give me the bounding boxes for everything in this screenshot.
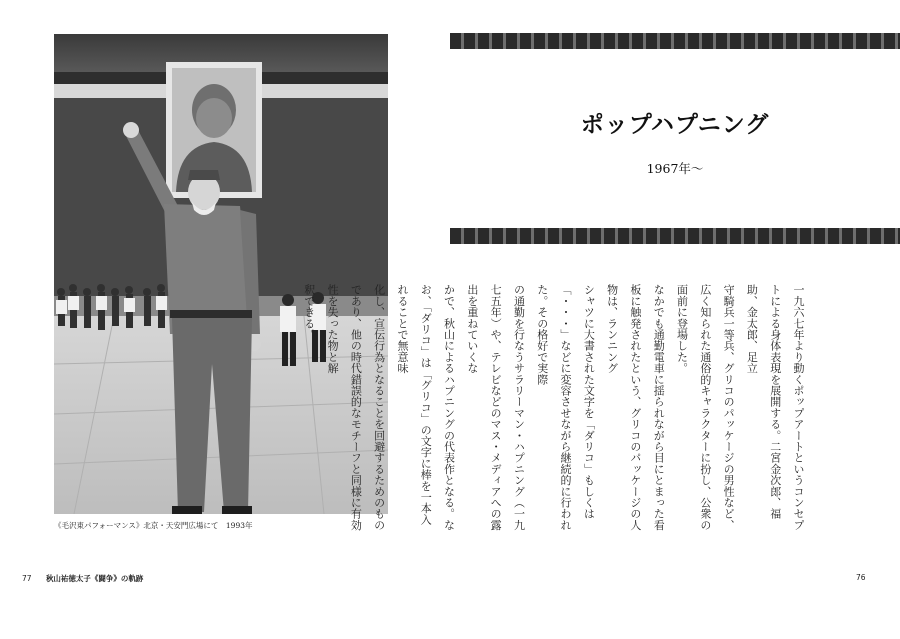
page-number-left: 77 [22,574,32,583]
body-line: なかでも通勤電車に揺られながら目にとまった看板に触発されたという、グリコのパッケージの人物は、ランニング [605,284,666,531]
body-line: 化し、宣伝行為となることを回避するためのものであり、他の時代錯誤的なモチーフと同様に有効性を失った物と解 [326,284,386,531]
decorative-band-top [450,33,900,49]
page-number-right: 76 [856,573,866,582]
left-folio [22,573,143,584]
section-title: ポップハプニング [580,112,770,138]
body-line: 守騎兵一等兵、グリコのパッケージの男性など、広く知られた通俗的キャラクターに扮し、公衆の面前に登場した。 [675,284,736,531]
body-line: 釈できる。 [302,284,316,340]
running-title: 秋山祐徳太子《闘争》の軌跡 [45,574,144,583]
section-subtitle: 1967年〜 [646,161,704,176]
body-line: 一九六七年より動くポップアートというコンセプトによる身体表現を展開する。二宮金次郎、福助、金太郎、足立 [745,284,805,531]
body-line: シャツに大書された文字を「ダリコ」もしくは「・・・」などに変容させながら継続的に行われた。その格好で実際 [535,284,596,531]
body-text [302,284,810,532]
body-line: の通勤を行なうサラリーマン・ハプニング（一九七五年）や、テレビなどのマス・メディアへの露出を重ねていくな [465,284,526,531]
photo-caption: 《毛沢東パフォーマンス》北京・天安門広場にて 1993年 [54,521,253,530]
decorative-band-bottom [450,228,900,244]
body-line: かで、秋山によるハプニングの代表作となる。なお、「ダリコ」は「グリコ」の文字に棒を一本入れることで無意味 [395,284,456,531]
